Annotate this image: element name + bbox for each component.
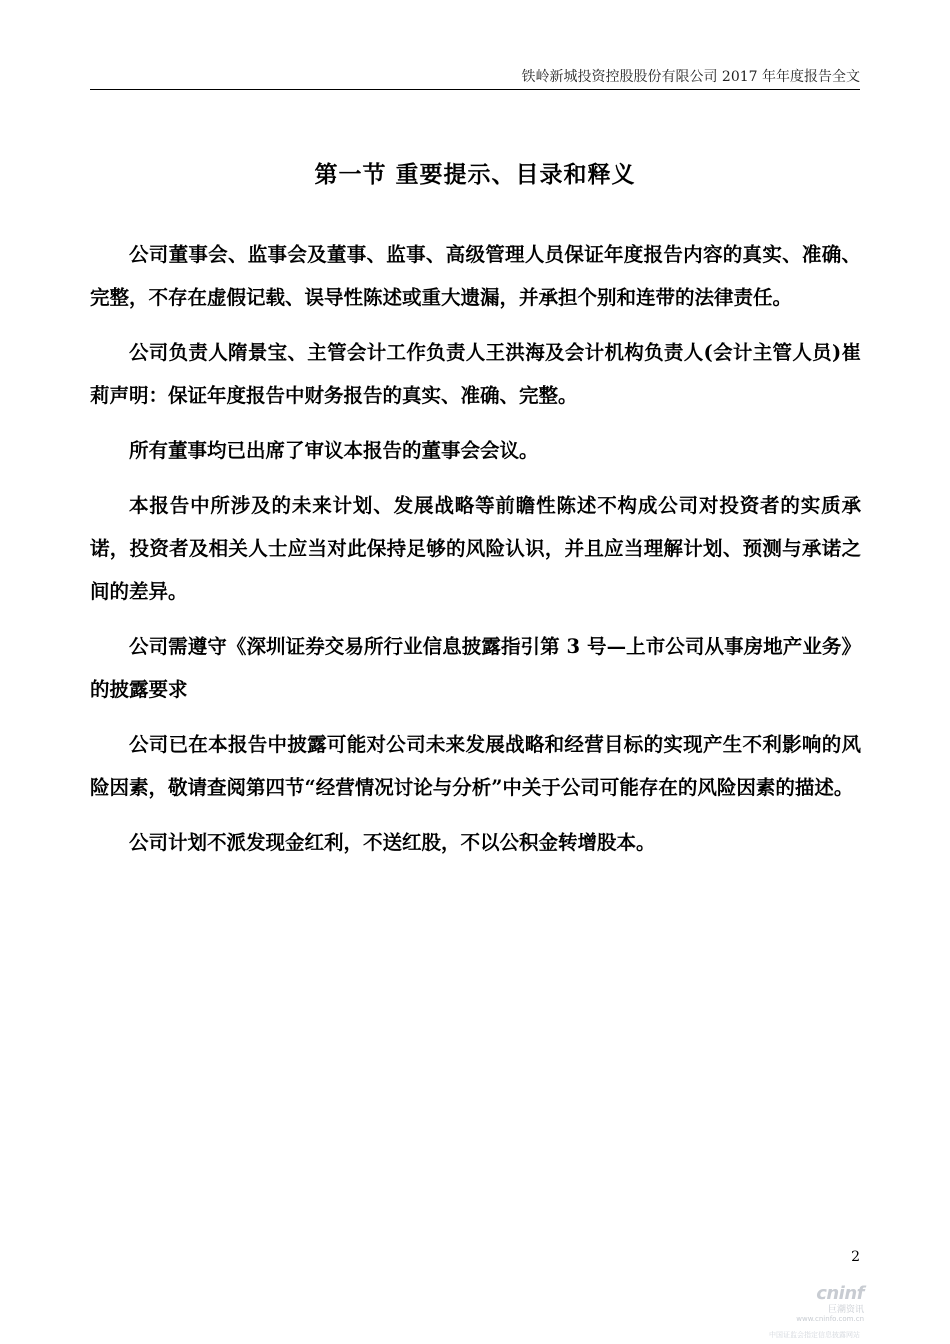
paragraph-directors-attendance: 所有董事均已出席了审议本报告的董事会会议。 (129, 439, 539, 462)
document-body (90, 233, 861, 876)
header-divider (90, 89, 860, 90)
section-title: 第一节 重要提示、目录和释义 (314, 161, 636, 188)
paragraph-disclosure-guideline: 公司需遵守《深圳证券交易所行业信息披露指引第 3 号—上市公司从事房地产业务》的披露要求 (90, 635, 861, 701)
page-number: 2 (851, 1249, 860, 1265)
cninfo-brand: 巨潮资讯 (827, 1305, 864, 1315)
paragraph-risk-factors: 公司已在本报告中披露可能对公司未来发展战略和经营目标的实现产生不利影响的风险因素，敬请查阅第四节“经营情况讨论与分析”中关于公司可能存在的风险因素的描述。 (90, 733, 861, 799)
running-header: 铁岭新城投资控股股份有限公司 2017 年年度报告全文 (521, 69, 860, 85)
paragraph-dividend-plan: 公司计划不派发现金红利，不送红股，不以公积金转增股本。 (129, 831, 656, 854)
cninfo-tagline: 中国证监会指定信息披露网站 (769, 1331, 860, 1339)
cninfo-watermark (764, 1283, 864, 1323)
cninfo-site: www.cninfo.com.cn (796, 1315, 864, 1323)
cninfo-logo: cninf (816, 1283, 864, 1304)
paragraph-responsible-persons: 公司负责人隋景宝、主管会计工作负责人王洪海及会计机构负责人(会计主管人员)崔莉声明：保证年度报告中财务报告的真实、准确、完整。 (90, 341, 861, 407)
paragraph-forward-looking: 本报告中所涉及的未来计划、发展战略等前瞻性陈述不构成公司对投资者的实质承诺，投资者及相关人士应当对此保持足够的风险认识，并且应当理解计划、预测与承诺之间的差异。 (90, 494, 861, 603)
paragraph-board-guarantee: 公司董事会、监事会及董事、监事、高级管理人员保证年度报告内容的真实、准确、完整，不存在虚假记载、误导性陈述或重大遗漏，并承担个别和连带的法律责任。 (90, 243, 861, 309)
